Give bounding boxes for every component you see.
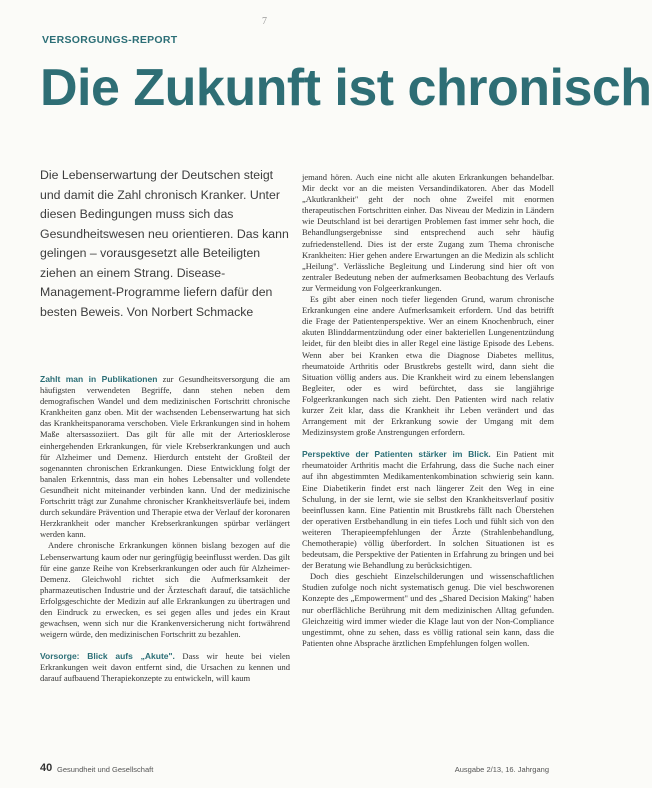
page-mark: 7 — [262, 16, 267, 27]
article-title: Die Zukunft ist chronisch — [40, 59, 652, 117]
paragraph — [40, 374, 290, 540]
page-number: 40 — [40, 762, 53, 774]
paragraph: jemand hören. Auch eine nicht alle akuten Erkrankungen behandelbar. Mir deckt vor an die meisten Versandindikatoren. Aber das Modell „Akutkrankheit" geht der noch ohne Zweifel mit enormen therapeutischen Fortschritten einher. Das Niveau der Medizin in Ländern wie Deutschland ist bei derartigen Problemen fast immer sehr hoch, die Behandlungsergebnisse sind entsprechend auch sehr häufig zufriedenstellend. Dies ist der erste Zugang zum Thema chronische Krankheiten: Hier gehen andere Erwartungen an die Medizin als schlicht „Heilung". Verlässliche Begleitung und Linderung sind hier oft von zentraler Bedeutung neben der aufmerksamen Beobachtung des Verlaufs zur Vermeidung von Folgeerkrankungen. — [302, 172, 554, 293]
paragraph-text: Ein Patient mit rheumatoider Arthritis macht die Erfahrung, dass die Suche nach einer auf ihn abgestimmten Medikamentenkombination schwierig sein kann. Eine Diabetikerin findet erst nach längerer Zeit den Weg in eine Schulung, in der sie lernt, wie sie selbst den Krankheitsverlauf positiv beeinflussen kann. Eine Patientin mit Brustkrebs fällt nach Überstehen der operativen Erstbehandlung in ein tiefes Loch und fühlt sich von den weiteren Therapieempfehlungen der Ärzte (Strahlenbehandlung, Chemotherapie) völlig überfordert. In solchen Situationen ist es bedeutsam, die Perspektive der Patienten in Erfahrung zu bringen und bei der Beratung wie Behandlung zu berücksichtigen. — [302, 449, 554, 571]
run-in-heading: Perspektive der Patienten stärker im Blick. — [302, 449, 491, 460]
text-column-left — [40, 374, 290, 685]
paragraph: Es gibt aber einen noch tiefer liegenden Grund, warum chronische Erkrankungen eine andere Aufmerksamkeit erfordern. Und das betrifft die Frage der Patientenperspektive. Wer an einem Knochenbruch, einer akuten Blinddarmentzündung oder einer bakteriellen Lungenentzündung leidet, für den bleibt dies in aller Regel eine lästige Episode des Lebens. Wenn aber bei Kranken etwa die Diagnose Diabetes mellitus, rheumatoide Arthritis oder Brustkrebs gestellt wird, dann sieht die Situation völlig anders aus. Die Krankheit wird zu einem lebenslangen Begleiter, oder es wird befürchtet, dass sie langjährige Folgeerkrankungen nach sich zieht. Den Patienten wird nach relativ kurzer Zeit klar, dass die Krankheit ihr Leben verändert und das Arrangement mit der Erkrankung sowie der Umgang mit dem Medizinsystem große Anstrengungen erfordern. — [302, 294, 554, 438]
paragraph: Andere chronische Erkrankungen können bislang bezogen auf die Lebenserwartung kaum oder nur geringfügig beeinflusst werden. Das gilt für eine ganze Reihe von Krebserkrankungen oder auch für Alzheimer-Demenz. Gleichwohl richtet sich die Aufmerksamkeit der pharmazeutischen Industrie und der Ärzteschaft darauf, die tatsächliche Erfolgsgeschichte der Medizin auf alle Erkrankungen zu übertragen und den Eindruck zu erwecken, es sei gegen alles und jedes ein Kraut gewachsen, wenn sich nur die Krankenversicherung nicht fortwährend weigern würde, den medizinischen Fortschritt zu bezahlen. — [40, 540, 290, 640]
paragraph-text: zur Gesundheitsversorgung die am häufigsten verwendeten Begriffe, dann stehen neben dem demografischen Wandel und dem medizinischen Fortschritt chronische Krankheiten ganz oben. Mit der wachsenden Lebenserwartung hat sich das Krankheitspanorama verschoben. Viele Erkrankungen sind in hohem Maße altersassoziiert. Das gilt für alle mit der Arteriosklerose einhergehenden Erkrankungen, für viele Krebserkrankungen und auch für Alzheimer und Demenz. Hierdurch entsteht der Großteil der sogenannten chronischen Erkrankungen. Diese Entwicklung folgt der banalen Erkenntnis, dass man ein hohes Lebensalter und vollendete Gesundheit nicht miteinander verbinden kann. Und der medizinische Fortschritt trägt zur Zunahme chronischer Krankheitsverläufe bei, indem durch sekundäre Prävention und Therapie etwa der Verlauf der koronaren Herzkrankheit oder mancher Krebserkrankungen spürbar verlängert werden kann. — [40, 374, 291, 540]
run-in-heading: Vorsorge: Blick aufs „Akute". — [40, 651, 175, 662]
article-lead: Die Lebenserwartung der Deutschen steigt und damit die Zahl chronisch Kranker. Unter diesen Bedingungen muss sich das Gesundheitswesen neu orientieren. Das kann gelingen – vorausgesetzt alle Beteiligten ziehen an einem Strang. Disease-Management-Programme liefern dafür den besten Beweis. Von Norbert Schmacke — [40, 168, 289, 319]
run-in-heading: Zahlt man in Publikationen — [40, 374, 158, 384]
section-label: VERSORGUNGS-REPORT — [42, 34, 178, 46]
paragraph — [40, 651, 290, 684]
magazine-name: Gesundheit und Gesellschaft — [57, 765, 154, 774]
issue-info: Ausgabe 2/13, 16. Jahrgang — [454, 765, 549, 774]
page-footer — [0, 762, 585, 778]
paragraph: Doch dies geschieht Einzelschilderungen und wissenschaftlichen Studien zufolge noch nicht systematisch genug. Die viel beschworenen Konzepte des „Empowerment" und des „Shared Decision Making" haben nur oberflächliche Berührung mit dem medizinischen Alltag gefunden. Gleichzeitig wird immer wieder die Klage laut von der Non-Compliance ungestimmt, ohne zu sehen, dass es völlig rational sein kann, dass die Patienten ohne Absprache ärztlichen Empfehlungen folgen wollen. — [302, 571, 554, 648]
paragraph-text: Dass wir heute bei vielen Erkrankungen weit davon entfernt sind, die Ursachen zu kennen und darauf aufbauend Therapiekonzepte zu entwickeln, will kaum — [40, 651, 290, 684]
text-column-right — [302, 172, 554, 649]
paragraph — [302, 449, 554, 571]
